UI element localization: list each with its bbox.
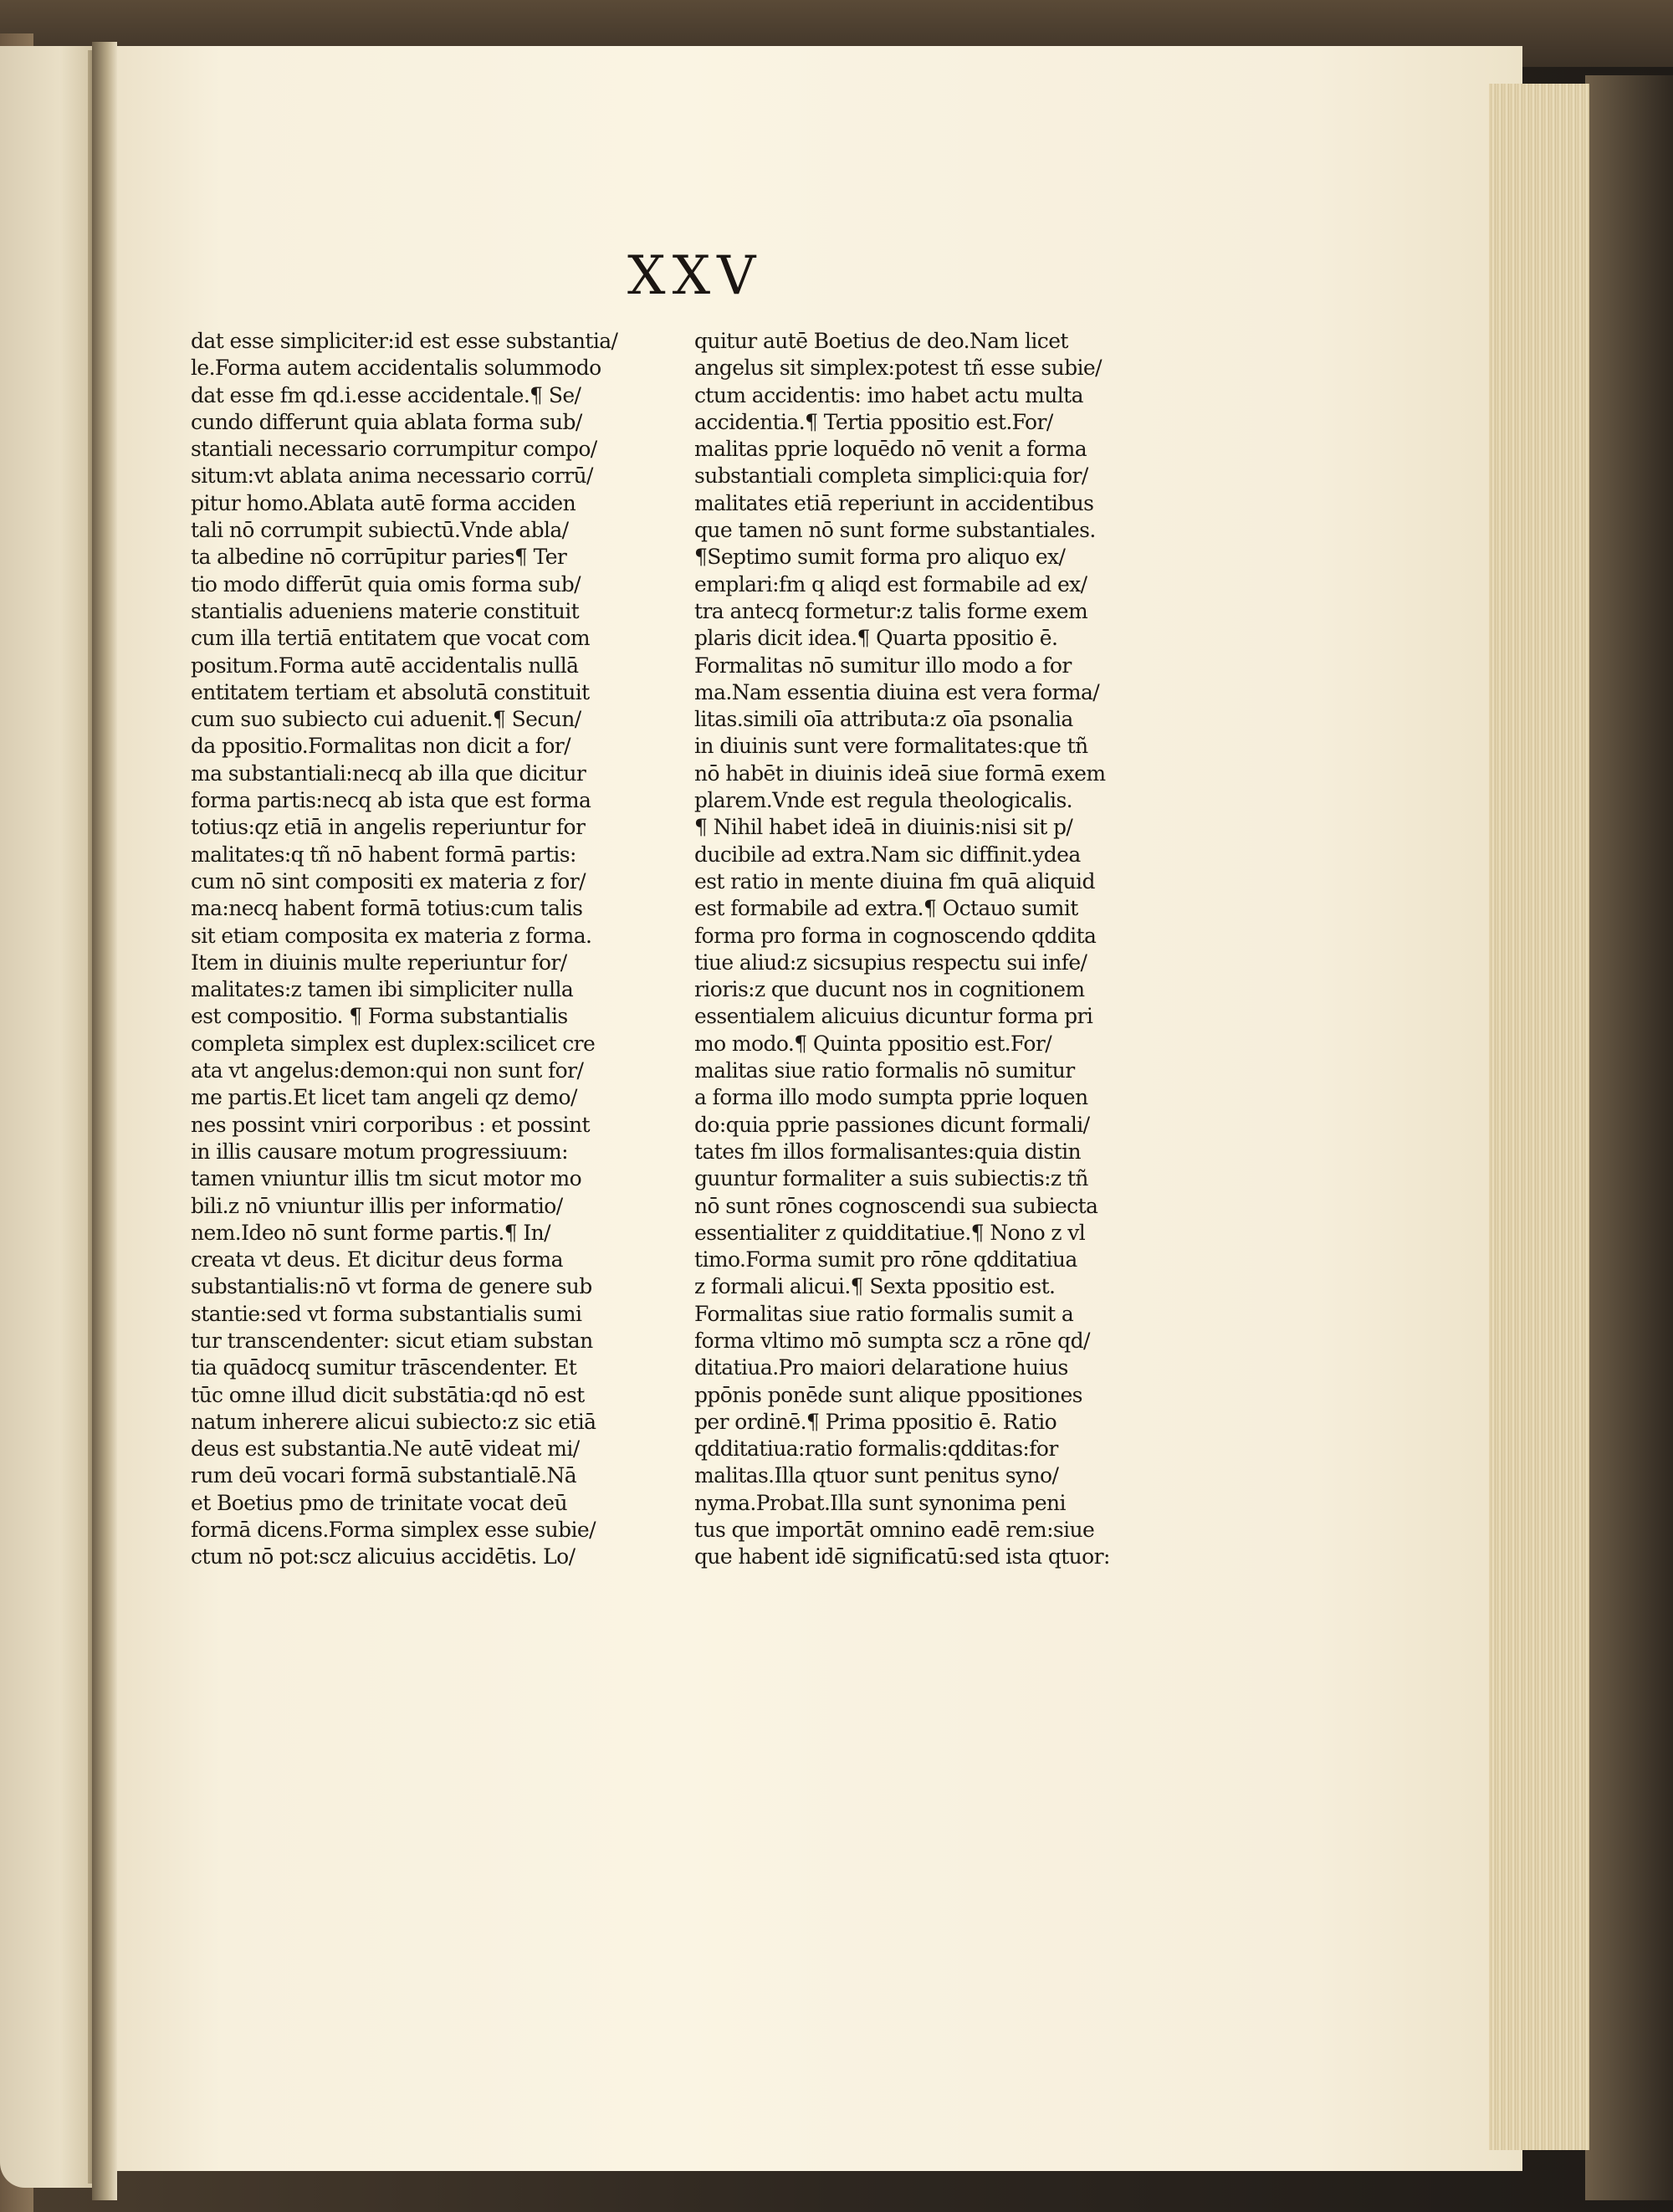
text-line: ppōnis ponēde sunt alique ppositiones <box>694 1382 1082 1407</box>
text-line: tur transcendenter: sicut etiam substan <box>191 1328 593 1353</box>
text-line: completa simplex est duplex:scilicet cre <box>191 1031 596 1056</box>
text-line: dat esse simpliciter:id est esse substantia/ <box>191 329 618 353</box>
page-fore-edge <box>1489 84 1589 2150</box>
text-line: positum.Forma autē accidentalis nullā <box>191 653 579 678</box>
text-line: stantie:sed vt forma substantialis sumi <box>191 1301 582 1326</box>
text-line: in illis causare motum progressiuum: <box>191 1139 568 1164</box>
text-line: quitur autē Boetius de deo.Nam licet <box>694 329 1068 353</box>
text-line: ctum nō pot:scz alicuius accidētis. Lo/ <box>191 1544 576 1569</box>
text-line: tūc omne illud dicit substātia:qd nō est <box>191 1382 585 1407</box>
text-line: angelus sit simplex:potest tñ esse subie/ <box>694 356 1102 381</box>
text-line: situm:vt ablata anima necessario corrū/ <box>191 463 593 489</box>
text-line: forma vltimo mō sumpta scz a rōne qd/ <box>694 1328 1090 1353</box>
text-line: entitatem tertiam et absolutā constituit <box>191 679 590 704</box>
text-line: substantialis:nō vt forma de genere sub <box>191 1274 592 1299</box>
text-line: mo modo.¶ Quinta ppositio est.For/ <box>694 1031 1052 1056</box>
text-line: bili.z nō vniuntur illis per informatio/ <box>191 1193 563 1218</box>
text-line: cum suo subiecto cui aduenit.¶ Secun/ <box>191 707 581 732</box>
text-line: tates fm illos formalisantes:quia distin <box>694 1139 1081 1164</box>
text-line: do:quia pprie passiones dicunt formali/ <box>694 1112 1090 1137</box>
text-line: malitas siue ratio formalis nō sumitur <box>694 1058 1075 1083</box>
text-line: plaris dicit idea.¶ Quarta ppositio ē. <box>694 626 1058 651</box>
text-line: sit etiam composita ex materia z forma. <box>191 923 592 948</box>
text-line: malitas.Illa qtuor sunt penitus syno/ <box>694 1463 1059 1488</box>
text-line: ¶Septimo sumit forma pro aliquo ex/ <box>694 545 1066 570</box>
text-line: est formabile ad extra.¶ Octauo sumit <box>694 896 1078 921</box>
text-line: que tamen nō sunt forme substantiales. <box>694 518 1096 543</box>
text-line: ma.Nam essentia diuina est vera forma/ <box>694 679 1100 704</box>
text-line: a forma illo modo sumpta pprie loquen <box>694 1085 1088 1110</box>
text-line: nes possint vniri corporibus : et possint <box>191 1112 590 1137</box>
text-line: tio modo differūt quia omis forma sub/ <box>191 571 581 597</box>
text-line: rioris:z que ducunt nos in cognitionem <box>694 977 1085 1002</box>
text-line: malitates etiā reperiunt in accidentibus <box>694 490 1094 515</box>
text-line: le.Forma autem accidentalis solummodo <box>191 356 601 381</box>
left-text-column <box>191 328 693 1571</box>
right-text-column <box>694 328 1196 1571</box>
left-page-edge <box>0 46 100 2188</box>
text-line: malitates:z tamen ibi simpliciter nulla <box>191 977 574 1002</box>
text-line: creata vt deus. Et dicitur deus forma <box>191 1247 563 1272</box>
text-line: ta albedine nō corrūpitur paries¶ Ter <box>191 545 567 570</box>
text-line: me partis.Et licet tam angeli qz demo/ <box>191 1085 577 1110</box>
text-line: formā dicens.Forma simplex esse subie/ <box>191 1518 596 1543</box>
text-line: cum illa tertiā entitatem que vocat com <box>191 626 590 651</box>
text-line: z formali alicui.¶ Sexta ppositio est. <box>694 1274 1056 1299</box>
text-line: et Boetius pmo de trinitate vocat deū <box>191 1490 567 1515</box>
text-line: ata vt angelus:demon:qui non sunt for/ <box>191 1058 584 1083</box>
text-line: accidentia.¶ Tertia ppositio est.For/ <box>694 409 1053 434</box>
text-line: Formalitas siue ratio formalis sumit a <box>694 1301 1074 1326</box>
text-line: Formalitas nō sumitur illo modo a for <box>694 653 1072 678</box>
text-line: tia quādocq sumitur trāscendenter. Et <box>191 1355 577 1380</box>
text-line: forma partis:necq ab ista que est forma <box>191 788 591 813</box>
text-line: guuntur formaliter a suis subiectis:z tñ <box>694 1166 1088 1191</box>
text-line: est compositio. ¶ Forma substantialis <box>191 1004 568 1029</box>
text-line: malitates:q tñ nō habent formā partis: <box>191 842 576 867</box>
text-line: da ppositio.Formalitas non dicit a for/ <box>191 734 570 759</box>
text-line: ctum accidentis: imo habet actu multa <box>694 382 1083 407</box>
text-line: tamen vniuntur illis tm sicut motor mo <box>191 1166 582 1191</box>
text-line: Item in diuinis multe reperiuntur for/ <box>191 950 567 975</box>
text-line: substantiali completa simplici:quia for/ <box>694 463 1088 489</box>
text-line: dat esse fm qd.i.esse accidentale.¶ Se/ <box>191 382 581 407</box>
text-line: tra antecq formetur:z talis forme exem <box>694 598 1088 623</box>
text-line: essentialiter z quidditatiue.¶ Nono z vl <box>694 1220 1086 1245</box>
text-line: ma substantiali:necq ab illa que dicitur <box>191 760 586 786</box>
text-line: emplari:fm q aliqd est formabile ad ex/ <box>694 571 1087 597</box>
text-line: rum deū vocari formā substantialē.Nā <box>191 1463 577 1488</box>
text-line: plarem.Vnde est regula theologicalis. <box>694 788 1073 813</box>
text-line: ducibile ad extra.Nam sic diffinit.ydea <box>694 842 1081 867</box>
text-line: tali nō corrumpit subiectū.Vnde abla/ <box>191 518 569 543</box>
folio-number: XXV <box>627 245 763 307</box>
text-line: nyma.Probat.Illa sunt synonima peni <box>694 1490 1066 1515</box>
text-line: deus est substantia.Ne autē videat mi/ <box>191 1436 580 1462</box>
text-line: litas.simili oīa attributa:z oīa psonalia <box>694 707 1073 732</box>
text-line: ¶ Nihil habet ideā in diuinis:nisi sit p/ <box>694 815 1073 840</box>
text-line: essentialem alicuius dicuntur forma pri <box>694 1004 1093 1029</box>
text-line: forma pro forma in cognoscendo qddita <box>694 923 1097 948</box>
text-line: malitas pprie loquēdo nō venit a forma <box>694 437 1087 462</box>
text-line: per ordinē.¶ Prima ppositio ē. Ratio <box>694 1409 1057 1434</box>
text-line: timo.Forma sumit pro rōne qdditatiua <box>694 1247 1077 1272</box>
book-gutter <box>92 42 117 2200</box>
text-line: nem.Ideo nō sunt forme partis.¶ In/ <box>191 1220 550 1245</box>
text-line: tiue aliud:z sicsupius respectu sui infe/ <box>694 950 1087 975</box>
text-line: qdditatiua:ratio formalis:qdditas:for <box>694 1436 1058 1462</box>
text-line: stantiali necessario corrumpitur compo/ <box>191 437 597 462</box>
right-cover-shadow <box>1585 75 1673 2200</box>
text-line: totius:qz etiā in angelis reperiuntur for <box>191 815 586 840</box>
text-line: pitur homo.Ablata autē forma acciden <box>191 490 576 515</box>
text-line: cum nō sint compositi ex materia z for/ <box>191 868 586 894</box>
text-line: in diuinis sunt vere formalitates:que tñ <box>694 734 1088 759</box>
text-line: est ratio in mente diuina fm quā aliquid <box>694 868 1095 894</box>
text-line: ma:necq habent formā totius:cum talis <box>191 896 583 921</box>
text-line: nō habēt in diuinis ideā siue formā exem <box>694 760 1106 786</box>
text-line: stantialis adueniens materie constituit <box>191 598 580 623</box>
text-line: tus que importāt omnino eadē rem:siue <box>694 1518 1095 1543</box>
text-line: que habent idē significatū:sed ista qtuor: <box>694 1544 1110 1569</box>
text-line: nō sunt rōnes cognoscendi sua subiecta <box>694 1193 1098 1218</box>
text-line: natum inherere alicui subiecto:z sic etiā <box>191 1409 596 1434</box>
text-line: cundo differunt quia ablata forma sub/ <box>191 409 582 434</box>
text-line: ditatiua.Pro maiori delaratione huius <box>694 1355 1068 1380</box>
